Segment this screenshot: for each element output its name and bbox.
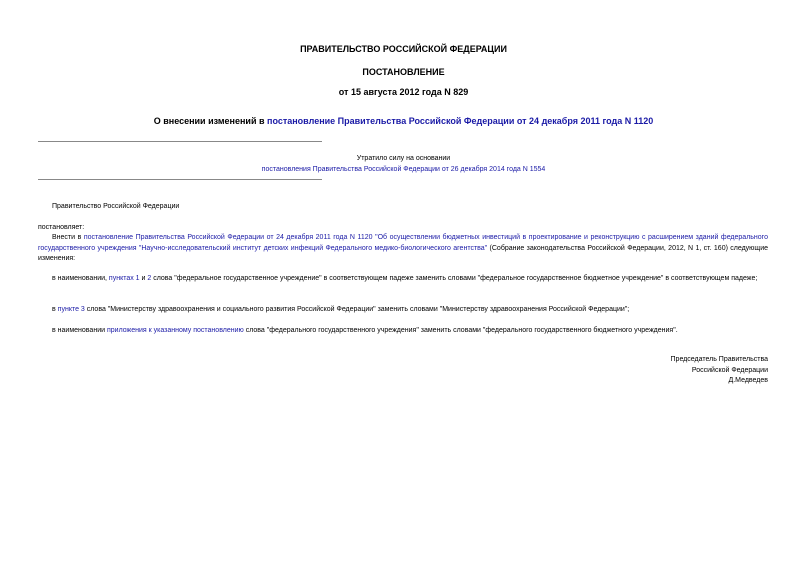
p1-text-a: Внести в	[52, 234, 84, 241]
p4-text-a: в наименовании	[52, 327, 107, 334]
p2-link-items-1[interactable]: пунктах 1	[108, 275, 140, 282]
paragraph-2	[38, 274, 768, 285]
paragraph-1	[38, 233, 768, 265]
p3-text-a: в	[52, 306, 58, 313]
p4-text-b: слова "федерального государственного учреждения" заменить словами "федерального государственного бюджетного учреждения".	[243, 327, 678, 334]
issuer: Правительство Российской Федерации	[52, 203, 180, 210]
signature-name: Д.Медведев	[728, 377, 768, 384]
divider-bottom	[38, 179, 322, 180]
repeal-notice-link[interactable]: постановления Правительства Российской Федерации от 26 декабря 2014 года N 1554	[261, 165, 546, 173]
paragraph-3	[38, 305, 768, 316]
document-date-number: от 15 августа 2012 года N 829	[338, 87, 469, 97]
title-link[interactable]: постановление Правительства Российской Федерации от 24 декабря 2011 года N 1120	[267, 116, 654, 126]
repeal-notice-text: Утратило силу на основании	[356, 155, 451, 162]
p3-text-b: слова "Министерству здравоохранения и социального развития Российской Федерации" заменить словами "Министерству здравоохранения Российской Федерации";	[84, 306, 630, 313]
signature-role-1: Председатель Правительства	[670, 356, 768, 363]
p1-text-b: (Собрание законодательства Российской Федерации, 2012, N 1, ст. 160) следующие изменения:	[38, 244, 768, 262]
p4-link[interactable]: приложения к указанному постановлению	[106, 327, 244, 334]
p2-text-and: и	[139, 275, 148, 282]
signature-block	[671, 355, 768, 387]
decrees: постановляет:	[38, 224, 85, 231]
p2-text-b: слова "федеральное государственное учреждение" в соответствующем падеже заменить словами "федеральное государственное бюджетное учреждение" в соответствующем падеже;	[151, 275, 758, 282]
title-prefix: О внесении изменений в	[153, 116, 268, 126]
p1-link[interactable]: постановление Правительства Российской Федерации от 24 декабря 2011 года N 1120	[83, 234, 373, 241]
p2-link-item-2[interactable]: 2	[147, 275, 152, 282]
repeal-notice	[0, 154, 807, 175]
divider-top	[38, 141, 322, 142]
p1-link-title[interactable]: "Об осуществлении бюджетных инвестиций в проектирование и реконструкцию с расширением зданий федерального государственного учреждения "Научно-исследовательский институт детских инфекций Федерального медико-биологического агентства"	[38, 234, 768, 252]
document-type: ПОСТАНОВЛЕНИЕ	[362, 67, 445, 77]
paragraph-4	[38, 326, 768, 337]
p3-link[interactable]: пункте 3	[57, 306, 85, 313]
p2-text-a: в наименовании,	[52, 275, 109, 282]
government-heading: ПРАВИТЕЛЬСТВО РОССИЙСКОЙ ФЕДЕРАЦИИ	[300, 44, 507, 54]
signature-role-2: Российской Федерации	[691, 366, 768, 374]
document-title	[0, 116, 807, 126]
